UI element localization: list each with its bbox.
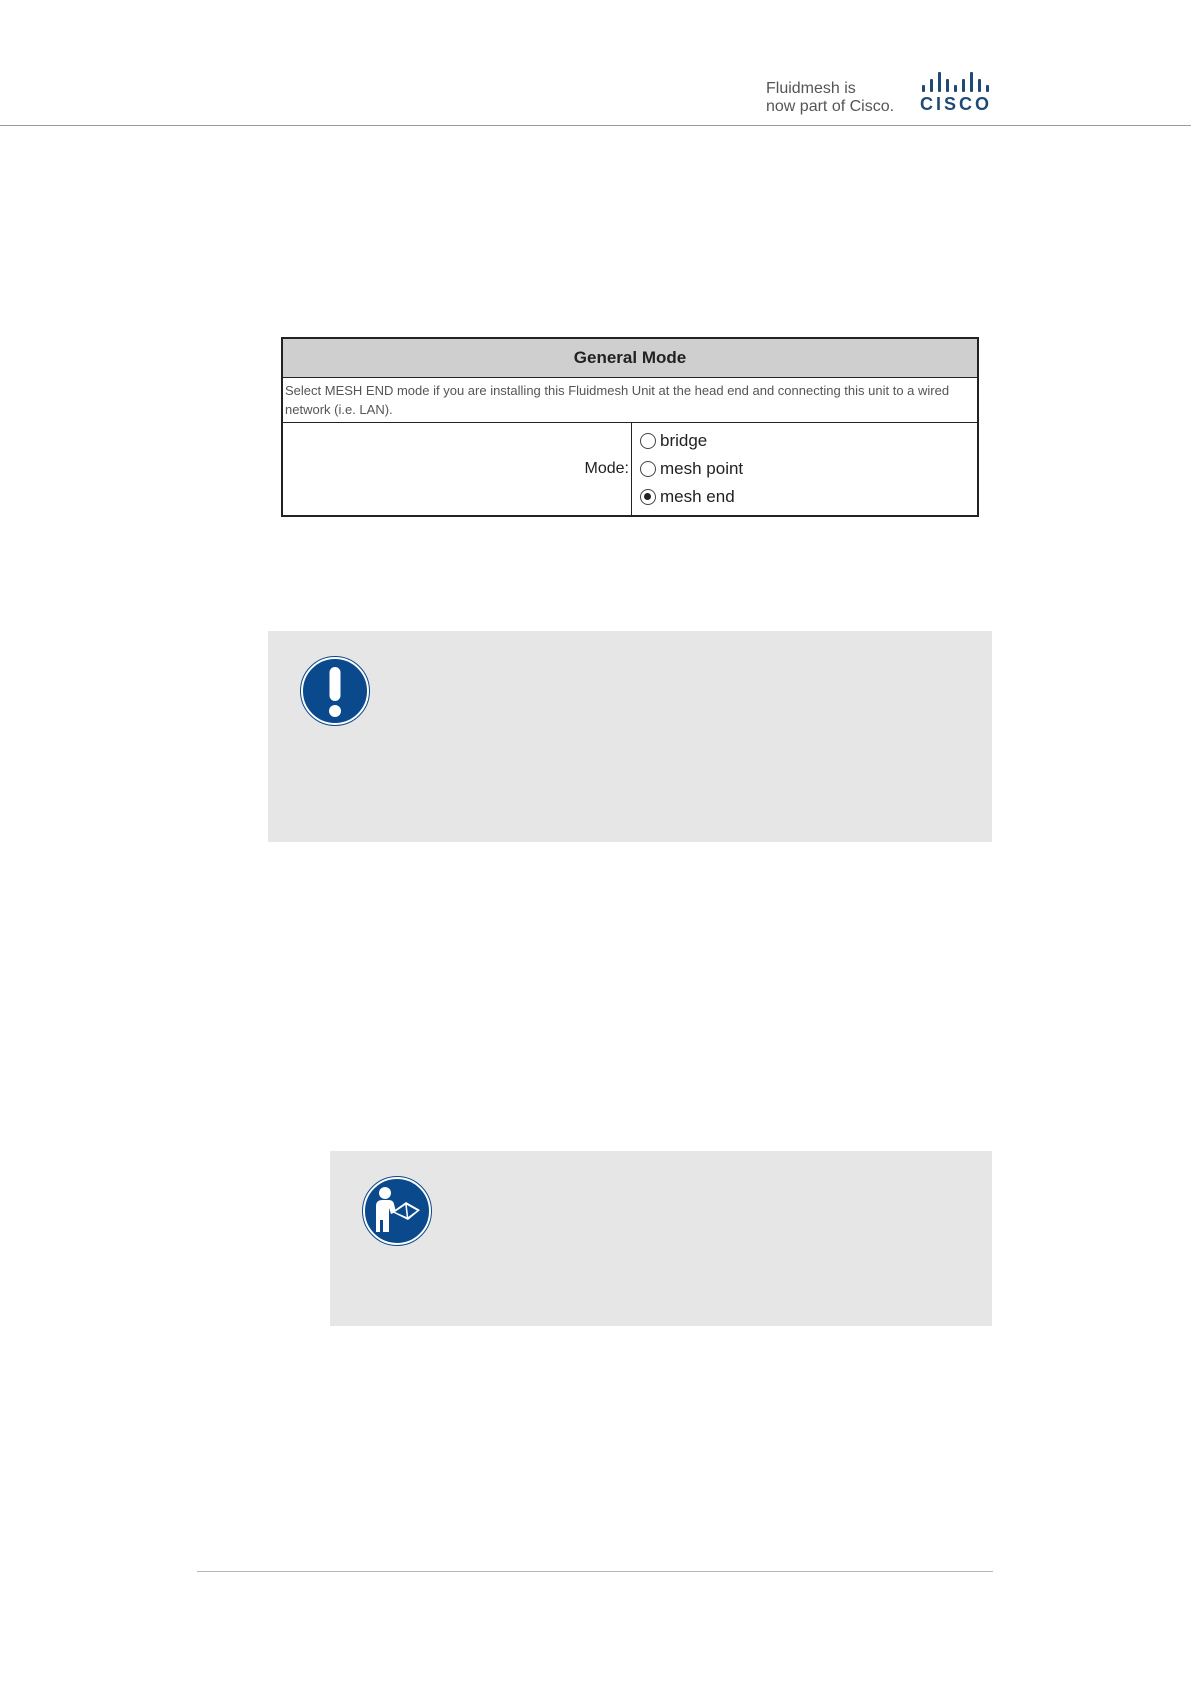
general-mode-table <box>281 337 979 517</box>
brand-line-2: now part of Cisco. <box>766 98 895 115</box>
cisco-logo-wordmark: CISCO <box>920 94 993 114</box>
mode-options <box>632 423 979 517</box>
cisco-logo <box>920 72 996 116</box>
option-label-mesh-point: mesh point <box>660 459 744 478</box>
table-title: General Mode <box>282 338 978 378</box>
option-label-mesh-end: mesh end <box>660 487 735 506</box>
warning-note-box <box>268 631 992 842</box>
header-brand-text <box>766 80 894 116</box>
mode-option-mesh-point[interactable] <box>640 455 969 483</box>
radio-mesh-end[interactable] <box>640 489 656 505</box>
radio-bridge[interactable] <box>640 433 656 449</box>
info-note-box <box>330 1151 992 1326</box>
reading-book-icon <box>362 1176 432 1246</box>
option-label-bridge: bridge <box>660 431 708 450</box>
mode-option-bridge[interactable] <box>640 427 969 455</box>
footer-divider <box>197 1571 993 1572</box>
mode-label: Mode: <box>282 423 632 517</box>
exclamation-icon <box>300 656 370 726</box>
cisco-logo-bars <box>922 72 996 92</box>
table-description: Select MESH END mode if you are installing this Fluidmesh Unit at the head end and connecting this unit to a wired network (i.e. LAN). <box>282 378 978 423</box>
radio-mesh-point[interactable] <box>640 461 656 477</box>
header-divider <box>0 125 1191 126</box>
brand-line-1: Fluidmesh is <box>766 80 856 97</box>
mode-option-mesh-end[interactable] <box>640 483 969 511</box>
